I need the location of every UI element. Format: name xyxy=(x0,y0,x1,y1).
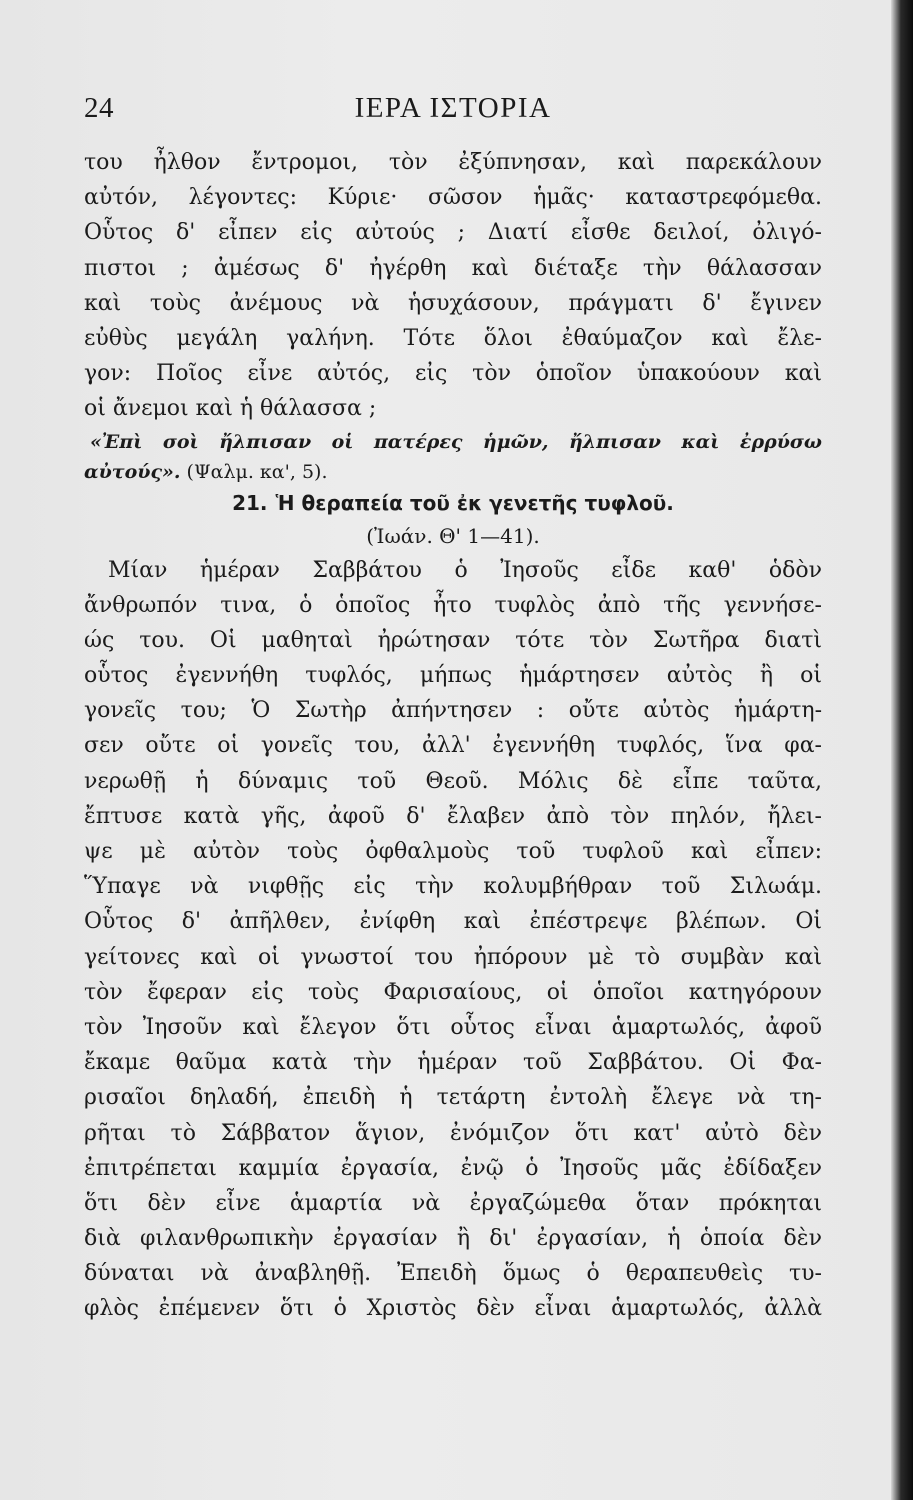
text-line: τὸν ἔφεραν εἰς τοὺς Φαρισαίους, οἱ ὁποῖοι κατηγόρουν xyxy=(84,979,822,1005)
quote-line xyxy=(84,457,822,487)
section-heading-block xyxy=(84,487,822,553)
text-line: αὐτόν, λέγοντες: Κύριε· σῶσον ἡμᾶς· καταστρεφόμεθα. xyxy=(84,185,822,211)
book-spine-shadow xyxy=(891,0,913,1500)
text-line: καὶ τοὺς ἀνέμους νὰ ἡσυχάσουν, πράγματι δ' ἔγινεν xyxy=(84,290,822,316)
section-title: Ἡ θεραπεία τοῦ ἐκ γενετῆς τυφλοῦ. xyxy=(275,490,674,515)
text-line: τὸν Ἰησοῦν καὶ ἔλεγον ὅτι οὗτος εἶναι ἁμαρτωλός, ἀφοῦ xyxy=(84,1014,822,1040)
text-line: ὅτι δὲν εἶνε ἁμαρτία νὰ ἐργαζώμεθα ὅταν πρόκηται xyxy=(84,1190,822,1216)
text-line: ψε μὲ αὐτὸν τοὺς ὀφθαλμοὺς τοῦ τυφλοῦ καὶ εἶπεν: xyxy=(84,839,822,864)
text-line: Οὗτος δ' ἀπῆλθεν, ἐνίφθη καὶ ἐπέστρεψε βλέπων. Οἱ xyxy=(84,909,822,935)
text-line: Οὗτος δ' εἶπεν εἰς αὐτούς ; Διατί εἶσθε δειλοί, ὀλιγό- xyxy=(84,220,822,246)
text-line: διὰ φιλανθρωπικὴν ἐργασίαν ἢ δι' ἐργασίαν, ἡ ὁποία δὲν xyxy=(84,1226,822,1252)
text-line: νερωθῇ ἡ δύναμις τοῦ Θεοῦ. Μόλις δὲ εἶπε ταῦτα, xyxy=(84,768,822,794)
page-number: 24 xyxy=(84,92,114,124)
running-title: ΙΕΡΑ ΙΣΤΟΡΙΑ xyxy=(354,92,552,124)
text-line: δύναται νὰ ἀναβληθῇ. Ἐπειδὴ ὅμως ὁ θεραπευθεὶς τυ- xyxy=(84,1261,822,1287)
psalm-quote xyxy=(84,427,822,487)
text-line: γον: Ποῖος εἶνε αὐτός, εἰς τὸν ὁποῖον ὑπακούουν καὶ xyxy=(84,361,822,387)
text-line: οἱ ἄνεμοι καὶ ἡ θάλασσα ; xyxy=(84,396,377,422)
quote-reference: (Ψαλμ. κα', 5). xyxy=(180,460,328,483)
text-line: Ὕπαγε νὰ νιφθῇς εἰς τὴν κολυμβήθραν τοῦ Σιλωάμ. xyxy=(84,874,822,900)
text-line: οὗτος ἐγεννήθη τυφλός, μήπως ἡμάρτησεν αὐτὸς ἢ οἱ xyxy=(84,663,822,689)
text-line: Μίαν ἡμέραν Σαββάτου ὁ Ἰησοῦς εἶδε καθ' ὁδὸν xyxy=(108,557,822,583)
page-text xyxy=(84,145,822,1327)
text-line: ἔπτυσε κατὰ γῆς, ἀφοῦ δ' ἔλαβεν ἀπὸ τὸν πηλόν, ἤλει- xyxy=(84,803,822,829)
text-line: σεν οὔτε οἱ γονεῖς του, ἀλλ' ἐγεννήθη τυφλός, ἵνα φα- xyxy=(84,733,822,759)
section-number: 21. xyxy=(232,490,268,515)
text-line: ρῆται τὸ Σάββατον ἅγιον, ἐνόμιζον ὅτι κατ' αὐτὸ δὲν xyxy=(84,1120,822,1146)
paragraph-storm xyxy=(84,145,822,427)
text-line: του ἦλθον ἔντρομοι, τὸν ἐξύπνησαν, καὶ παρεκάλουν xyxy=(84,150,822,175)
paragraph-blind-man xyxy=(84,553,822,1327)
quote-line: «Ἐπὶ σοὶ ἤλπισαν οἱ πατέρες ἡμῶν, ἤλπισαν καὶ ἐρρύσω xyxy=(90,430,822,453)
text-line: ἐπιτρέπεται καμμία ἐργασία, ἐνῷ ὁ Ἰησοῦς μᾶς ἐδίδαξεν xyxy=(84,1155,822,1181)
text-line: φλὸς ἐπέμενεν ὅτι ὁ Χριστὸς δὲν εἶναι ἁμαρτωλός, ἀλλὰ xyxy=(84,1296,822,1322)
quote-text: αὐτούς». xyxy=(84,460,181,483)
text-line: ρισαῖοι δηλαδή, ἐπειδὴ ἡ τετάρτη ἐντολὴ ἔλεγε νὰ τη- xyxy=(84,1085,822,1111)
text-line: γονεῖς του; Ὁ Σωτὴρ ἀπήντησεν : οὔτε αὐτὸς ἡμάρτη- xyxy=(84,698,822,724)
text-line: εὐθὺς μεγάλη γαλήνη. Τότε ὅλοι ἐθαύμαζον καὶ ἔλε- xyxy=(84,325,822,351)
text-line: ἔκαμε θαῦμα κατὰ τὴν ἡμέραν τοῦ Σαββάτου. Οἱ Φα- xyxy=(84,1050,822,1076)
text-line: γείτονες καὶ οἱ γνωστοί του ἠπόρουν μὲ τὸ συμβὰν καὶ xyxy=(84,944,822,970)
section-heading xyxy=(84,487,822,519)
text-line: ἄνθρωπόν τινα, ὁ ὁποῖος ἦτο τυφλὸς ἀπὸ τῆς γεννήσε- xyxy=(84,592,822,618)
page-header xyxy=(84,92,822,132)
text-line: ώς του. Οἱ μαθηταὶ ἠρώτησαν τότε τὸν Σωτῆρα διατὶ xyxy=(84,627,822,653)
section-reference: (Ἰωάν. Θ' 1—41). xyxy=(366,523,540,548)
text-line: πιστοι ; ἀμέσως δ' ἠγέρθη καὶ διέταξε τὴν θάλασσαν xyxy=(84,255,822,281)
